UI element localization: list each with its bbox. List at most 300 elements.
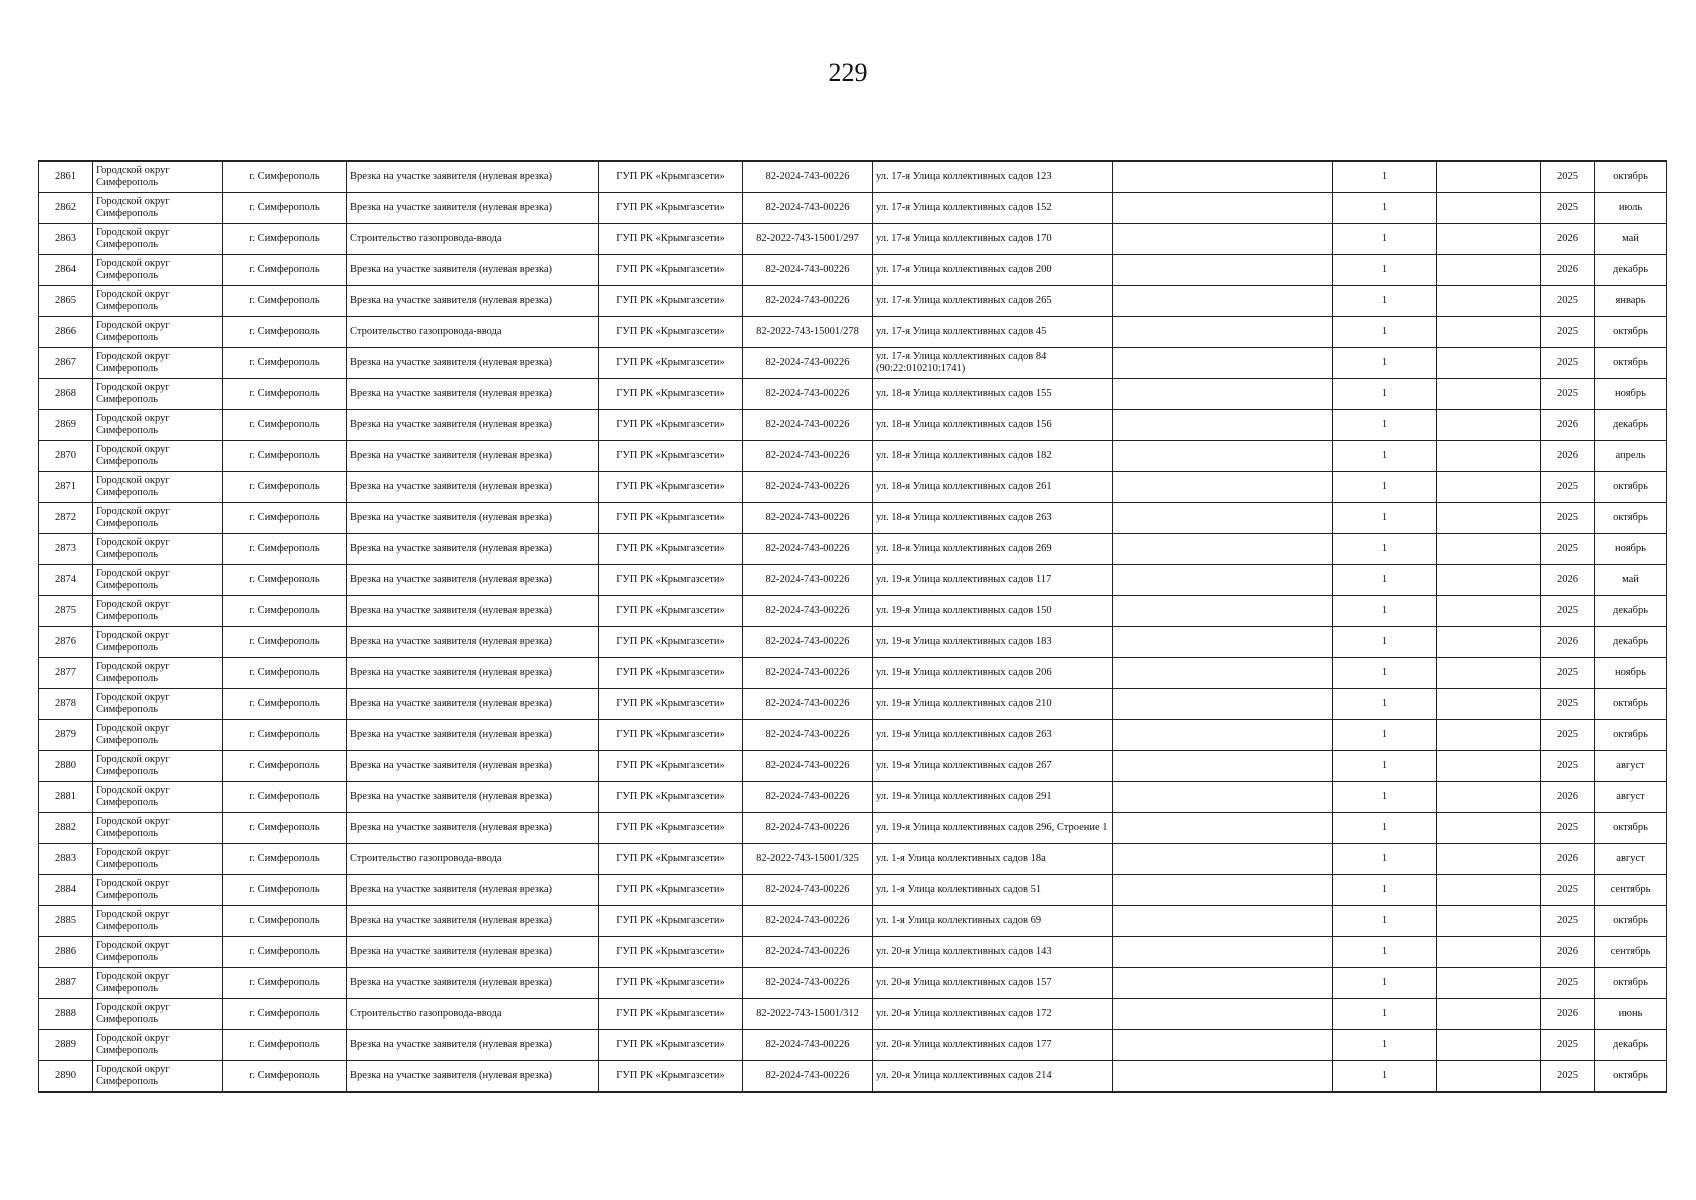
address-cell: ул. 18-я Улица коллективных садов 261 [873, 472, 1113, 503]
empty-cell [1113, 379, 1333, 410]
empty-cell [1437, 844, 1541, 875]
city-cell: г. Симферополь [223, 317, 347, 348]
year-cell: 2026 [1541, 782, 1595, 813]
organization-cell: ГУП РК «Крымгазсети» [599, 751, 743, 782]
month-cell: октябрь [1595, 720, 1667, 751]
organization-cell: ГУП РК «Крымгазсети» [599, 720, 743, 751]
empty-cell [1113, 813, 1333, 844]
city-cell: г. Симферополь [223, 193, 347, 224]
month-cell: ноябрь [1595, 534, 1667, 565]
organization-cell: ГУП РК «Крымгазсети» [599, 534, 743, 565]
table-row [39, 596, 1667, 627]
table-row [39, 844, 1667, 875]
month-cell: май [1595, 565, 1667, 596]
address-cell: ул. 19-я Улица коллективных садов 183 [873, 627, 1113, 658]
row-number-cell: 2867 [39, 348, 93, 379]
empty-cell [1113, 844, 1333, 875]
quantity-cell: 1 [1333, 255, 1437, 286]
row-number-cell: 2872 [39, 503, 93, 534]
address-cell: ул. 19-я Улица коллективных садов 263 [873, 720, 1113, 751]
city-cell: г. Симферополь [223, 720, 347, 751]
quantity-cell: 1 [1333, 441, 1437, 472]
address-cell: ул. 19-я Улица коллективных садов 150 [873, 596, 1113, 627]
district-cell: Городской округ Симферополь [93, 720, 223, 751]
year-cell: 2025 [1541, 193, 1595, 224]
program-code-cell: 82-2024-743-00226 [743, 937, 873, 968]
table-row [39, 379, 1667, 410]
table-row [39, 813, 1667, 844]
year-cell: 2025 [1541, 875, 1595, 906]
empty-cell [1437, 999, 1541, 1030]
district-cell: Городской округ Симферополь [93, 658, 223, 689]
organization-cell: ГУП РК «Крымгазсети» [599, 968, 743, 999]
city-cell: г. Симферополь [223, 534, 347, 565]
row-number-cell: 2883 [39, 844, 93, 875]
table-row [39, 410, 1667, 441]
organization-cell: ГУП РК «Крымгазсети» [599, 379, 743, 410]
year-cell: 2026 [1541, 937, 1595, 968]
district-cell: Городской округ Симферополь [93, 875, 223, 906]
work-type-cell: Врезка на участке заявителя (нулевая врезка) [347, 875, 599, 906]
empty-cell [1437, 875, 1541, 906]
quantity-cell: 1 [1333, 751, 1437, 782]
program-code-cell: 82-2024-743-00226 [743, 813, 873, 844]
work-type-cell: Врезка на участке заявителя (нулевая врезка) [347, 193, 599, 224]
table-row [39, 286, 1667, 317]
program-code-cell: 82-2024-743-00226 [743, 627, 873, 658]
district-cell: Городской округ Симферополь [93, 1061, 223, 1093]
address-cell: ул. 1-я Улица коллективных садов 51 [873, 875, 1113, 906]
work-type-cell: Врезка на участке заявителя (нулевая врезка) [347, 813, 599, 844]
month-cell: октябрь [1595, 968, 1667, 999]
month-cell: апрель [1595, 441, 1667, 472]
city-cell: г. Симферополь [223, 472, 347, 503]
district-cell: Городской округ Симферополь [93, 224, 223, 255]
quantity-cell: 1 [1333, 565, 1437, 596]
district-cell: Городской округ Симферополь [93, 844, 223, 875]
empty-cell [1437, 503, 1541, 534]
quantity-cell: 1 [1333, 379, 1437, 410]
work-type-cell: Врезка на участке заявителя (нулевая врезка) [347, 255, 599, 286]
work-type-cell: Врезка на участке заявителя (нулевая врезка) [347, 534, 599, 565]
month-cell: октябрь [1595, 317, 1667, 348]
work-type-cell: Врезка на участке заявителя (нулевая врезка) [347, 627, 599, 658]
empty-cell [1113, 441, 1333, 472]
empty-cell [1113, 534, 1333, 565]
row-number-cell: 2887 [39, 968, 93, 999]
program-code-cell: 82-2024-743-00226 [743, 906, 873, 937]
work-type-cell: Врезка на участке заявителя (нулевая врезка) [347, 689, 599, 720]
address-cell: ул. 20-я Улица коллективных садов 214 [873, 1061, 1113, 1093]
organization-cell: ГУП РК «Крымгазсети» [599, 813, 743, 844]
year-cell: 2025 [1541, 689, 1595, 720]
quantity-cell: 1 [1333, 1061, 1437, 1093]
work-type-cell: Врезка на участке заявителя (нулевая врезка) [347, 968, 599, 999]
table-body [39, 161, 1667, 1092]
empty-cell [1113, 906, 1333, 937]
quantity-cell: 1 [1333, 844, 1437, 875]
row-number-cell: 2870 [39, 441, 93, 472]
organization-cell: ГУП РК «Крымгазсети» [599, 317, 743, 348]
empty-cell [1437, 255, 1541, 286]
quantity-cell: 1 [1333, 658, 1437, 689]
district-cell: Городской округ Симферополь [93, 999, 223, 1030]
empty-cell [1113, 161, 1333, 193]
program-code-cell: 82-2024-743-00226 [743, 1061, 873, 1093]
organization-cell: ГУП РК «Крымгазсети» [599, 658, 743, 689]
district-cell: Городской округ Симферополь [93, 565, 223, 596]
year-cell: 2025 [1541, 1030, 1595, 1061]
row-number-cell: 2874 [39, 565, 93, 596]
year-cell: 2026 [1541, 627, 1595, 658]
table-row [39, 317, 1667, 348]
program-code-cell: 82-2024-743-00226 [743, 751, 873, 782]
table-row [39, 937, 1667, 968]
row-number-cell: 2879 [39, 720, 93, 751]
month-cell: октябрь [1595, 1061, 1667, 1093]
district-cell: Городской округ Симферополь [93, 441, 223, 472]
empty-cell [1437, 348, 1541, 379]
empty-cell [1113, 937, 1333, 968]
table-row [39, 906, 1667, 937]
organization-cell: ГУП РК «Крымгазсети» [599, 255, 743, 286]
row-number-cell: 2865 [39, 286, 93, 317]
organization-cell: ГУП РК «Крымгазсети» [599, 906, 743, 937]
year-cell: 2026 [1541, 224, 1595, 255]
month-cell: декабрь [1595, 627, 1667, 658]
empty-cell [1113, 751, 1333, 782]
table-row [39, 348, 1667, 379]
year-cell: 2025 [1541, 720, 1595, 751]
program-code-cell: 82-2024-743-00226 [743, 720, 873, 751]
district-cell: Городской округ Симферополь [93, 161, 223, 193]
address-cell: ул. 17-я Улица коллективных садов 200 [873, 255, 1113, 286]
month-cell: октябрь [1595, 813, 1667, 844]
district-cell: Городской округ Симферополь [93, 937, 223, 968]
year-cell: 2025 [1541, 968, 1595, 999]
month-cell: ноябрь [1595, 379, 1667, 410]
empty-cell [1113, 317, 1333, 348]
empty-cell [1437, 720, 1541, 751]
city-cell: г. Симферополь [223, 1030, 347, 1061]
table-row [39, 999, 1667, 1030]
quantity-cell: 1 [1333, 503, 1437, 534]
city-cell: г. Симферополь [223, 751, 347, 782]
quantity-cell: 1 [1333, 968, 1437, 999]
organization-cell: ГУП РК «Крымгазсети» [599, 503, 743, 534]
program-code-cell: 82-2024-743-00226 [743, 348, 873, 379]
city-cell: г. Симферополь [223, 565, 347, 596]
program-code-cell: 82-2024-743-00226 [743, 968, 873, 999]
quantity-cell: 1 [1333, 720, 1437, 751]
empty-cell [1113, 224, 1333, 255]
table-row [39, 658, 1667, 689]
organization-cell: ГУП РК «Крымгазсети» [599, 472, 743, 503]
table-row [39, 255, 1667, 286]
empty-cell [1113, 565, 1333, 596]
month-cell: декабрь [1595, 410, 1667, 441]
organization-cell: ГУП РК «Крымгазсети» [599, 161, 743, 193]
work-type-cell: Строительство газопровода-ввода [347, 844, 599, 875]
row-number-cell: 2878 [39, 689, 93, 720]
program-code-cell: 82-2024-743-00226 [743, 503, 873, 534]
empty-cell [1113, 689, 1333, 720]
organization-cell: ГУП РК «Крымгазсети» [599, 596, 743, 627]
address-cell: ул. 18-я Улица коллективных садов 263 [873, 503, 1113, 534]
year-cell: 2025 [1541, 472, 1595, 503]
quantity-cell: 1 [1333, 689, 1437, 720]
organization-cell: ГУП РК «Крымгазсети» [599, 410, 743, 441]
row-number-cell: 2868 [39, 379, 93, 410]
work-type-cell: Врезка на участке заявителя (нулевая врезка) [347, 472, 599, 503]
row-number-cell: 2877 [39, 658, 93, 689]
month-cell: август [1595, 844, 1667, 875]
address-cell: ул. 18-я Улица коллективных садов 155 [873, 379, 1113, 410]
row-number-cell: 2890 [39, 1061, 93, 1093]
month-cell: июнь [1595, 999, 1667, 1030]
empty-cell [1113, 999, 1333, 1030]
address-cell: ул. 17-я Улица коллективных садов 152 [873, 193, 1113, 224]
work-type-cell: Врезка на участке заявителя (нулевая врезка) [347, 348, 599, 379]
organization-cell: ГУП РК «Крымгазсети» [599, 193, 743, 224]
program-code-cell: 82-2022-743-15001/297 [743, 224, 873, 255]
district-cell: Городской округ Симферополь [93, 627, 223, 658]
empty-cell [1113, 658, 1333, 689]
work-type-cell: Врезка на участке заявителя (нулевая врезка) [347, 161, 599, 193]
program-code-cell: 82-2022-743-15001/278 [743, 317, 873, 348]
program-code-cell: 82-2024-743-00226 [743, 379, 873, 410]
empty-cell [1437, 906, 1541, 937]
city-cell: г. Симферополь [223, 968, 347, 999]
program-code-cell: 82-2024-743-00226 [743, 565, 873, 596]
row-number-cell: 2888 [39, 999, 93, 1030]
city-cell: г. Симферополь [223, 596, 347, 627]
district-cell: Городской округ Симферополь [93, 379, 223, 410]
city-cell: г. Симферополь [223, 503, 347, 534]
row-number-cell: 2864 [39, 255, 93, 286]
quantity-cell: 1 [1333, 937, 1437, 968]
row-number-cell: 2884 [39, 875, 93, 906]
empty-cell [1113, 875, 1333, 906]
city-cell: г. Симферополь [223, 906, 347, 937]
registry-table [38, 160, 1667, 1093]
district-cell: Городской округ Симферополь [93, 317, 223, 348]
program-code-cell: 82-2024-743-00226 [743, 441, 873, 472]
work-type-cell: Врезка на участке заявителя (нулевая врезка) [347, 503, 599, 534]
year-cell: 2025 [1541, 658, 1595, 689]
district-cell: Городской округ Симферополь [93, 503, 223, 534]
organization-cell: ГУП РК «Крымгазсети» [599, 565, 743, 596]
year-cell: 2025 [1541, 161, 1595, 193]
program-code-cell: 82-2024-743-00226 [743, 689, 873, 720]
row-number-cell: 2882 [39, 813, 93, 844]
year-cell: 2026 [1541, 255, 1595, 286]
table-row [39, 565, 1667, 596]
table-row [39, 627, 1667, 658]
year-cell: 2025 [1541, 751, 1595, 782]
empty-cell [1113, 348, 1333, 379]
work-type-cell: Врезка на участке заявителя (нулевая врезка) [347, 565, 599, 596]
month-cell: май [1595, 224, 1667, 255]
table-row [39, 224, 1667, 255]
month-cell: октябрь [1595, 503, 1667, 534]
quantity-cell: 1 [1333, 782, 1437, 813]
city-cell: г. Симферополь [223, 410, 347, 441]
year-cell: 2025 [1541, 317, 1595, 348]
empty-cell [1437, 627, 1541, 658]
city-cell: г. Симферополь [223, 379, 347, 410]
quantity-cell: 1 [1333, 627, 1437, 658]
month-cell: сентябрь [1595, 937, 1667, 968]
year-cell: 2026 [1541, 441, 1595, 472]
table-row [39, 1061, 1667, 1093]
empty-cell [1437, 689, 1541, 720]
year-cell: 2026 [1541, 999, 1595, 1030]
empty-cell [1437, 193, 1541, 224]
address-cell: ул. 18-я Улица коллективных садов 182 [873, 441, 1113, 472]
address-cell: ул. 19-я Улица коллективных садов 296, Строение 1 [873, 813, 1113, 844]
work-type-cell: Строительство газопровода-ввода [347, 317, 599, 348]
table-row [39, 720, 1667, 751]
row-number-cell: 2862 [39, 193, 93, 224]
page-number: 229 [828, 58, 868, 87]
program-code-cell: 82-2024-743-00226 [743, 161, 873, 193]
empty-cell [1113, 968, 1333, 999]
organization-cell: ГУП РК «Крымгазсети» [599, 627, 743, 658]
work-type-cell: Врезка на участке заявителя (нулевая врезка) [347, 937, 599, 968]
empty-cell [1437, 658, 1541, 689]
program-code-cell: 82-2024-743-00226 [743, 255, 873, 286]
district-cell: Городской округ Симферополь [93, 1030, 223, 1061]
work-type-cell: Врезка на участке заявителя (нулевая врезка) [347, 720, 599, 751]
work-type-cell: Врезка на участке заявителя (нулевая врезка) [347, 441, 599, 472]
program-code-cell: 82-2024-743-00226 [743, 472, 873, 503]
district-cell: Городской округ Симферополь [93, 286, 223, 317]
empty-cell [1437, 161, 1541, 193]
program-code-cell: 82-2024-743-00226 [743, 410, 873, 441]
city-cell: г. Симферополь [223, 999, 347, 1030]
organization-cell: ГУП РК «Крымгазсети» [599, 1030, 743, 1061]
empty-cell [1437, 317, 1541, 348]
year-cell: 2025 [1541, 503, 1595, 534]
empty-cell [1113, 410, 1333, 441]
empty-cell [1113, 1030, 1333, 1061]
table-row [39, 1030, 1667, 1061]
quantity-cell: 1 [1333, 472, 1437, 503]
empty-cell [1437, 782, 1541, 813]
district-cell: Городской округ Симферополь [93, 534, 223, 565]
month-cell: ноябрь [1595, 658, 1667, 689]
work-type-cell: Врезка на участке заявителя (нулевая врезка) [347, 906, 599, 937]
address-cell: ул. 19-я Улица коллективных садов 117 [873, 565, 1113, 596]
row-number-cell: 2866 [39, 317, 93, 348]
month-cell: июль [1595, 193, 1667, 224]
city-cell: г. Симферополь [223, 627, 347, 658]
year-cell: 2026 [1541, 410, 1595, 441]
quantity-cell: 1 [1333, 999, 1437, 1030]
organization-cell: ГУП РК «Крымгазсети» [599, 937, 743, 968]
district-cell: Городской округ Симферополь [93, 193, 223, 224]
quantity-cell: 1 [1333, 534, 1437, 565]
empty-cell [1437, 596, 1541, 627]
month-cell: декабрь [1595, 255, 1667, 286]
table-row [39, 472, 1667, 503]
empty-cell [1113, 503, 1333, 534]
quantity-cell: 1 [1333, 286, 1437, 317]
table-row [39, 751, 1667, 782]
year-cell: 2025 [1541, 813, 1595, 844]
row-number-cell: 2869 [39, 410, 93, 441]
quantity-cell: 1 [1333, 161, 1437, 193]
empty-cell [1437, 1030, 1541, 1061]
city-cell: г. Симферополь [223, 441, 347, 472]
organization-cell: ГУП РК «Крымгазсети» [599, 782, 743, 813]
organization-cell: ГУП РК «Крымгазсети» [599, 224, 743, 255]
quantity-cell: 1 [1333, 875, 1437, 906]
month-cell: октябрь [1595, 472, 1667, 503]
quantity-cell: 1 [1333, 224, 1437, 255]
address-cell: ул. 20-я Улица коллективных садов 177 [873, 1030, 1113, 1061]
address-cell: ул. 20-я Улица коллективных садов 143 [873, 937, 1113, 968]
month-cell: сентябрь [1595, 875, 1667, 906]
month-cell: август [1595, 782, 1667, 813]
district-cell: Городской округ Симферополь [93, 255, 223, 286]
month-cell: октябрь [1595, 348, 1667, 379]
address-cell: ул. 20-я Улица коллективных садов 172 [873, 999, 1113, 1030]
empty-cell [1113, 193, 1333, 224]
program-code-cell: 82-2022-743-15001/312 [743, 999, 873, 1030]
city-cell: г. Симферополь [223, 286, 347, 317]
city-cell: г. Симферополь [223, 1061, 347, 1093]
program-code-cell: 82-2024-743-00226 [743, 193, 873, 224]
district-cell: Городской округ Симферополь [93, 596, 223, 627]
organization-cell: ГУП РК «Крымгазсети» [599, 689, 743, 720]
table-row [39, 161, 1667, 193]
year-cell: 2026 [1541, 844, 1595, 875]
city-cell: г. Симферополь [223, 782, 347, 813]
city-cell: г. Симферополь [223, 875, 347, 906]
empty-cell [1437, 937, 1541, 968]
city-cell: г. Симферополь [223, 161, 347, 193]
organization-cell: ГУП РК «Крымгазсети» [599, 875, 743, 906]
row-number-cell: 2863 [39, 224, 93, 255]
empty-cell [1113, 627, 1333, 658]
district-cell: Городской округ Симферополь [93, 813, 223, 844]
row-number-cell: 2871 [39, 472, 93, 503]
district-cell: Городской округ Симферополь [93, 751, 223, 782]
empty-cell [1113, 720, 1333, 751]
address-cell: ул. 17-я Улица коллективных садов 84 (90:22:010210:1741) [873, 348, 1113, 379]
work-type-cell: Врезка на участке заявителя (нулевая врезка) [347, 1061, 599, 1093]
district-cell: Городской округ Симферополь [93, 689, 223, 720]
city-cell: г. Симферополь [223, 813, 347, 844]
year-cell: 2025 [1541, 906, 1595, 937]
program-code-cell: 82-2024-743-00226 [743, 596, 873, 627]
table-row [39, 534, 1667, 565]
row-number-cell: 2880 [39, 751, 93, 782]
city-cell: г. Симферополь [223, 255, 347, 286]
city-cell: г. Симферополь [223, 224, 347, 255]
address-cell: ул. 17-я Улица коллективных садов 170 [873, 224, 1113, 255]
month-cell: октябрь [1595, 906, 1667, 937]
table-row [39, 968, 1667, 999]
empty-cell [1437, 441, 1541, 472]
work-type-cell: Строительство газопровода-ввода [347, 224, 599, 255]
table-row [39, 441, 1667, 472]
month-cell: октябрь [1595, 161, 1667, 193]
empty-cell [1113, 596, 1333, 627]
program-code-cell: 82-2024-743-00226 [743, 782, 873, 813]
